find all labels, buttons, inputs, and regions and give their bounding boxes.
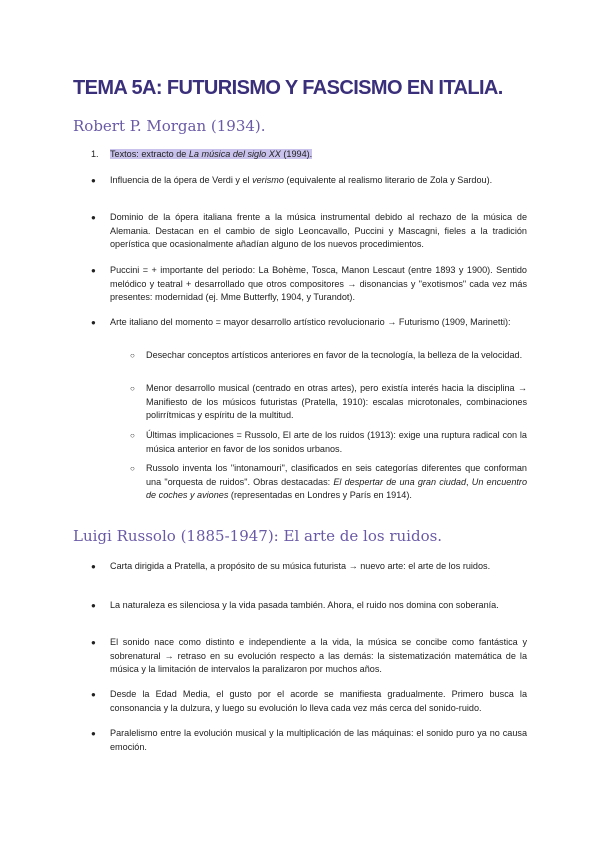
- sub-bullet-icon: ○: [130, 431, 135, 440]
- sub-list-item: ○ Russolo inventa los "intonamouri", clasificados en seis categorías diferentes que conforman una "orquesta de ruidos". Obras destacadas: El despertar de una gran ciudad, Un encuentro de coches y aviones (representadas en Londres y París en 1914).: [130, 463, 528, 501]
- list-item: ● Dominio de la ópera italiana frente a la música instrumental debido al rechazo de la música de Alemania. Destacan en el cambio de siglo Leoncavallo, Puccini y Mascagni, fieles a la tradición operística que ocasionalmente añadían alguno de los nuevos procedimientos.: [91, 212, 527, 250]
- list-item: ● Desde la Edad Media, el gusto por el acorde se manifiesta gradualmente. Primero busca la consonancia y la dulzura, y luego su evolución lo lleva cada vez más cerca del sonido-ruido.: [91, 689, 527, 713]
- section-heading-russolo: Luigi Russolo (1885-1947): El arte de los ruidos.: [73, 527, 443, 545]
- bullet-icon: ●: [91, 213, 96, 222]
- list-item: ● Paralelismo entre la evolución musical y la multiplicación de las máquinas: el sonido puro ya no causa emoción.: [91, 728, 527, 752]
- list-item: ● La naturaleza es silenciosa y la vida pasada también. Ahora, el ruido nos domina con soberanía.: [91, 599, 527, 613]
- list-item: ● Influencia de la ópera de Verdi y el verismo (equivalente al realismo literario de Zola y Sardou).: [91, 174, 527, 188]
- list-item: ● Carta dirigida a Pratella, a propósito de su música futurista → nuevo arte: el arte de los ruidos.: [91, 560, 527, 574]
- sub-bullet-icon: ○: [130, 464, 135, 473]
- list-item: ● Puccini = + importante del periodo: La Bohème, Tosca, Manon Lescaut (entre 1893 y 1900). Sentido melódico y teatral + desarrollado que otros compositores → disonancias y "exotismos" cada vez más presentes: modernidad (ej. Mme Butterfly, 1904, y Turandot).: [91, 265, 527, 303]
- bullet-icon: ●: [91, 266, 96, 275]
- bullet-icon: ●: [91, 638, 96, 647]
- numbered-item: [91, 148, 527, 162]
- bullet-icon: ●: [91, 690, 96, 699]
- sub-list-item: ○ Últimas implicaciones = Russolo, El arte de los ruidos (1913): exige una ruptura radical con la música anterior en favor de los sonidos urbanos.: [130, 430, 527, 454]
- bullet-icon: ●: [91, 176, 96, 185]
- highlighted-text: Textos: extracto de La música del siglo XX (1994).: [110, 149, 313, 159]
- item-number: 1.: [91, 149, 99, 159]
- sub-list-item: ○ Desechar conceptos artísticos anteriores en favor de la tecnología, la belleza de la velocidad.: [130, 349, 527, 363]
- sub-bullet-icon: ○: [130, 384, 135, 393]
- bullet-icon: ●: [91, 562, 96, 571]
- page-title: TEMA 5A: FUTURISMO Y FASCISMO EN ITALIA.: [73, 77, 503, 99]
- sub-bullet-icon: ○: [130, 351, 135, 360]
- sub-list-item: ○ Menor desarrollo musical (centrado en otras artes), pero existía interés hacia la disciplina → Manifiesto de los músicos futuristas (Pratella, 1910): escalas microtonales, combinaciones polirrítmicas y espíritu de la multitud.: [130, 383, 527, 421]
- list-item: ● Arte italiano del momento = mayor desarrollo artístico revolucionario → Futurismo (1909, Marinetti):: [91, 316, 527, 330]
- list-item: ● El sonido nace como distinto e independiente a la vida, la música se concibe como fantástica y sobrenatural → retraso en su evolución respecto a las demás: la sistematización matemática de la música y la limitación de intervalos la paralizaron por muchos años.: [91, 637, 527, 675]
- bullet-icon: ●: [91, 318, 96, 327]
- section-heading-morgan: Robert P. Morgan (1934).: [73, 117, 266, 135]
- bullet-icon: ●: [91, 729, 96, 738]
- bullet-icon: ●: [91, 601, 96, 610]
